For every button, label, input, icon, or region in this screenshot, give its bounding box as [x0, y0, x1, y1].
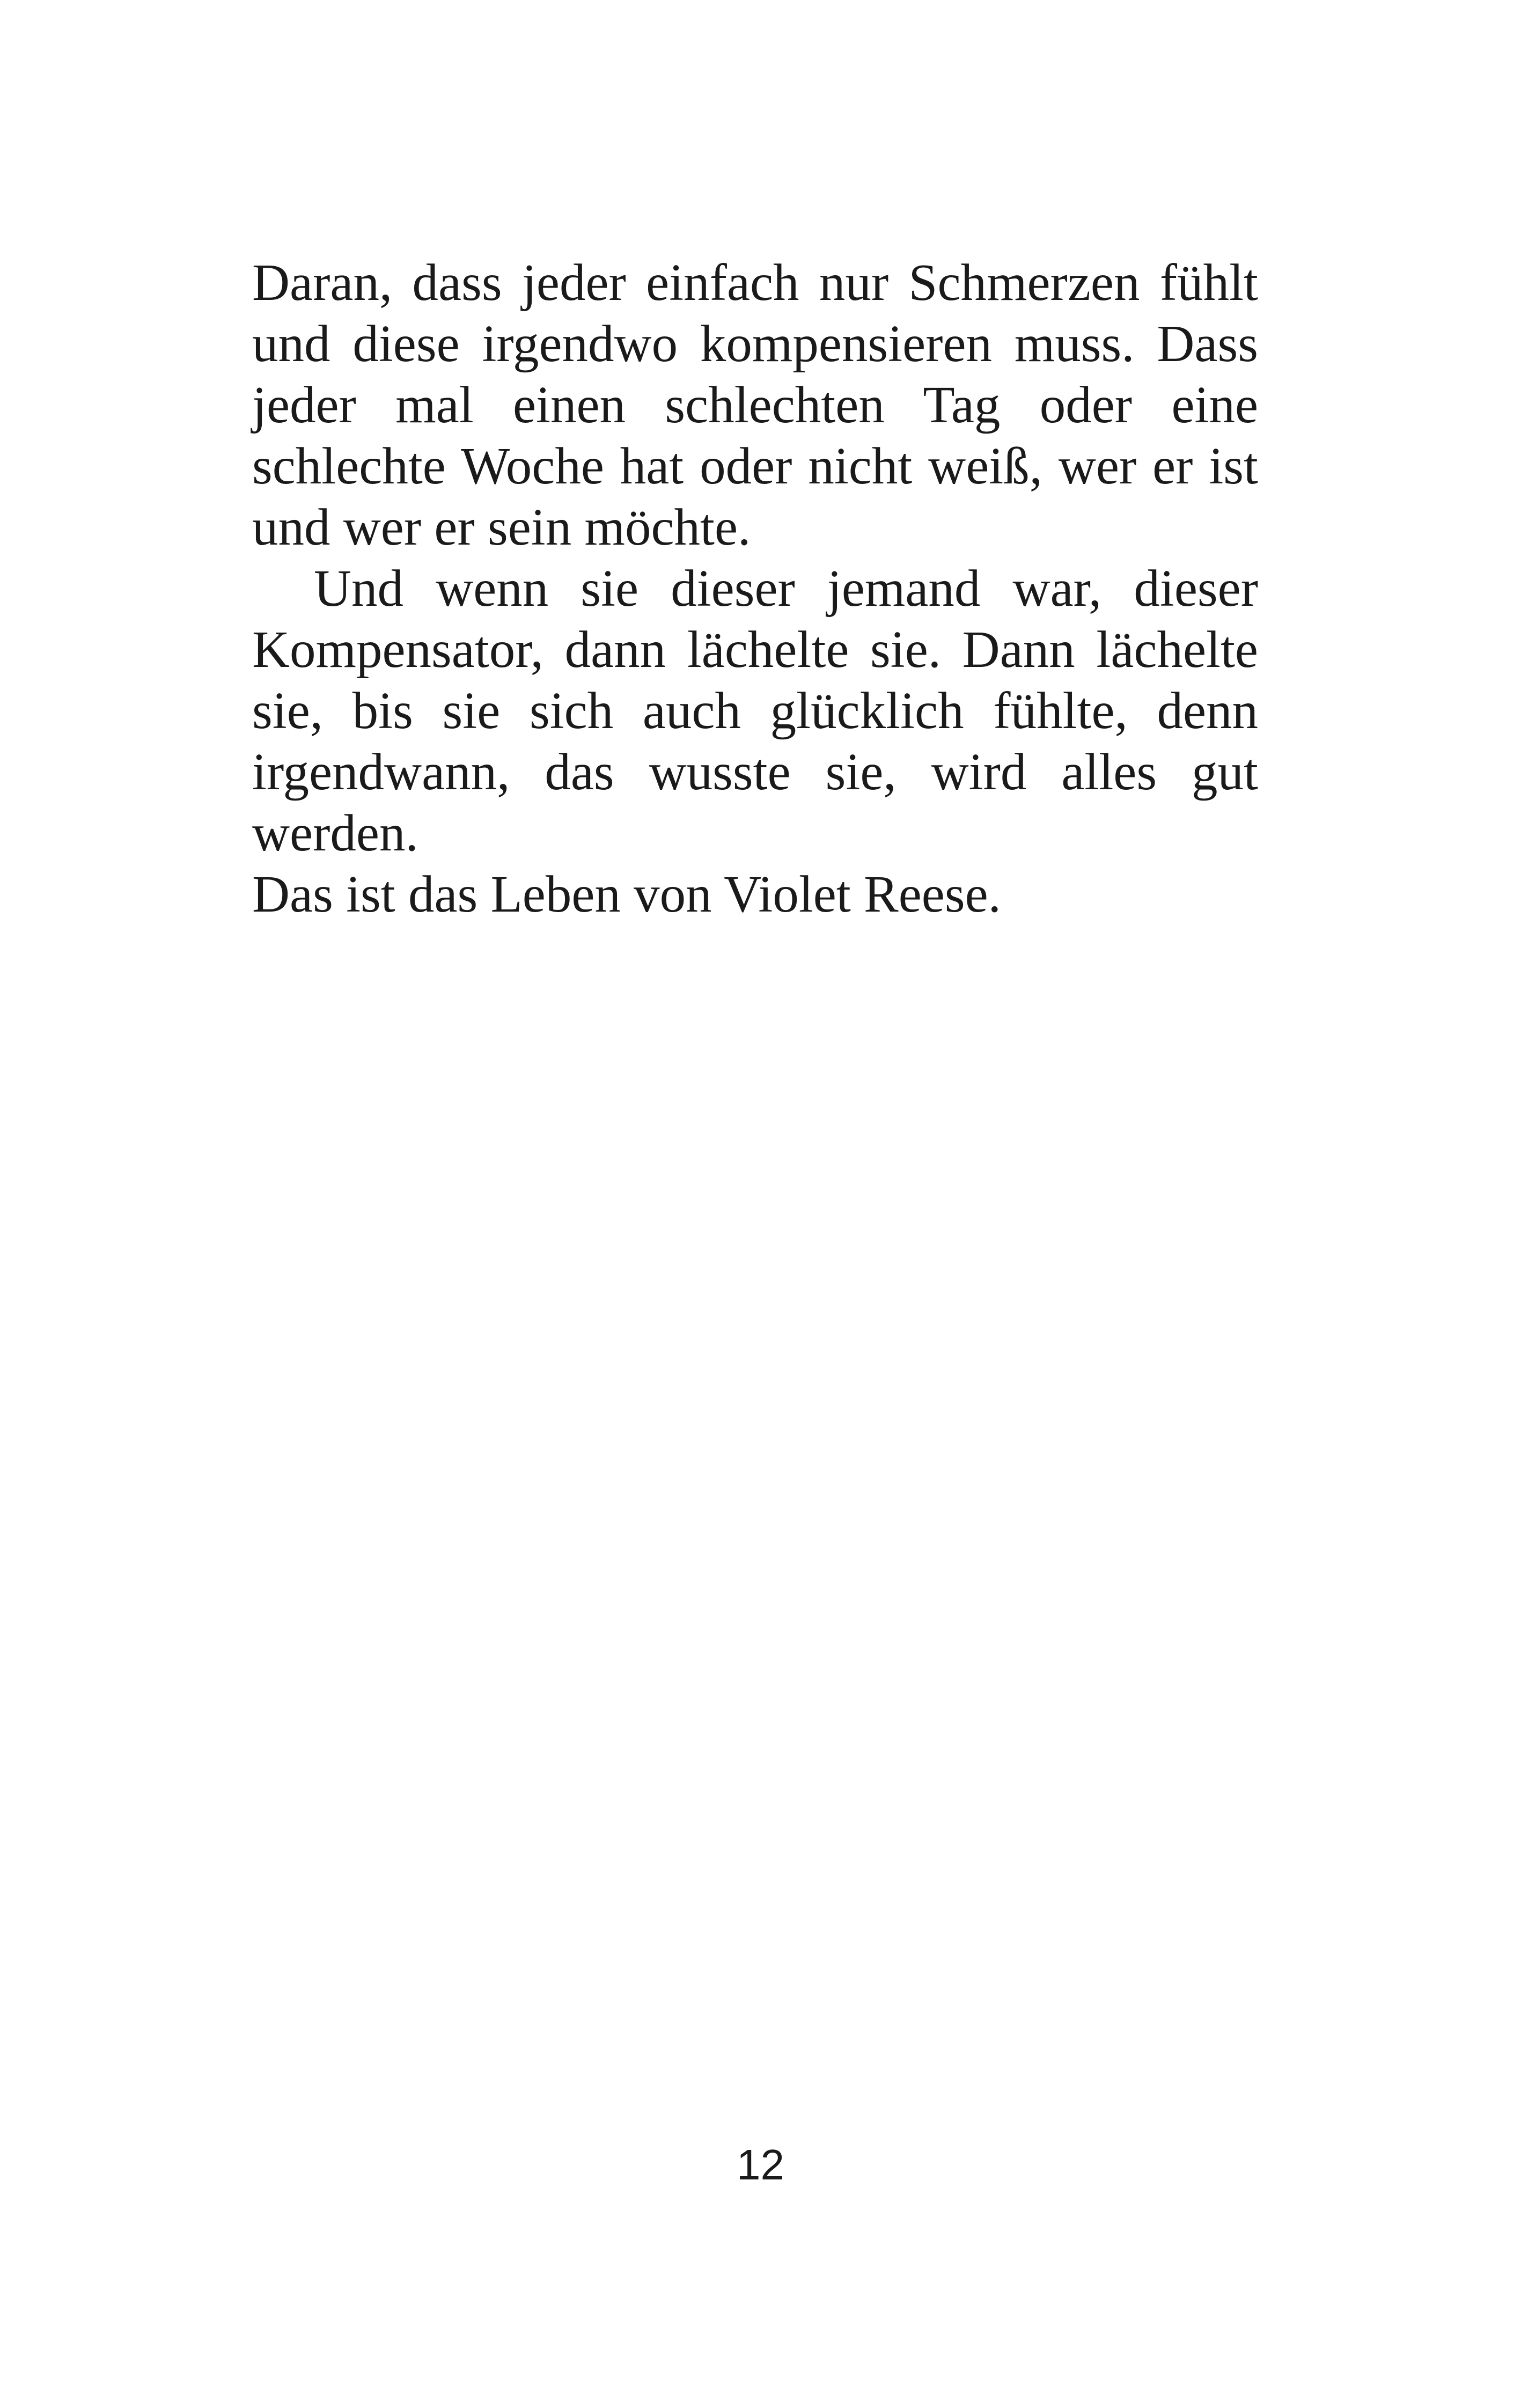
paragraph [252, 558, 1258, 864]
text-line: Kompensator, dann lächelte sie. Dann lächelte [252, 621, 1258, 678]
text-line: Daran, dass jeder einfach nur Schmerzen fühlt [252, 254, 1258, 311]
text-line: schlechte Woche hat oder nicht weiß, wer er ist [252, 437, 1258, 495]
text-line: Das ist das Leben von Violet Reese. [252, 865, 1001, 923]
text-line: und diese irgendwo kompensieren muss. Dass [252, 315, 1258, 372]
text-line: irgendwann, das wusste sie, wird alles gut [252, 743, 1258, 801]
paragraph [252, 252, 1258, 558]
text-line: werden. [252, 804, 418, 862]
paragraph [252, 864, 1258, 925]
text-line: jeder mal einen schlechten Tag oder eine [252, 376, 1258, 434]
body-text [252, 252, 1258, 925]
page-number: 12 [737, 2141, 784, 2189]
text-line: Und wenn sie dieser jemand war, dieser [314, 560, 1258, 617]
text-line: sie, bis sie sich auch glücklich fühlte, denn [252, 682, 1258, 739]
text-line: und wer er sein möchte. [252, 498, 751, 556]
